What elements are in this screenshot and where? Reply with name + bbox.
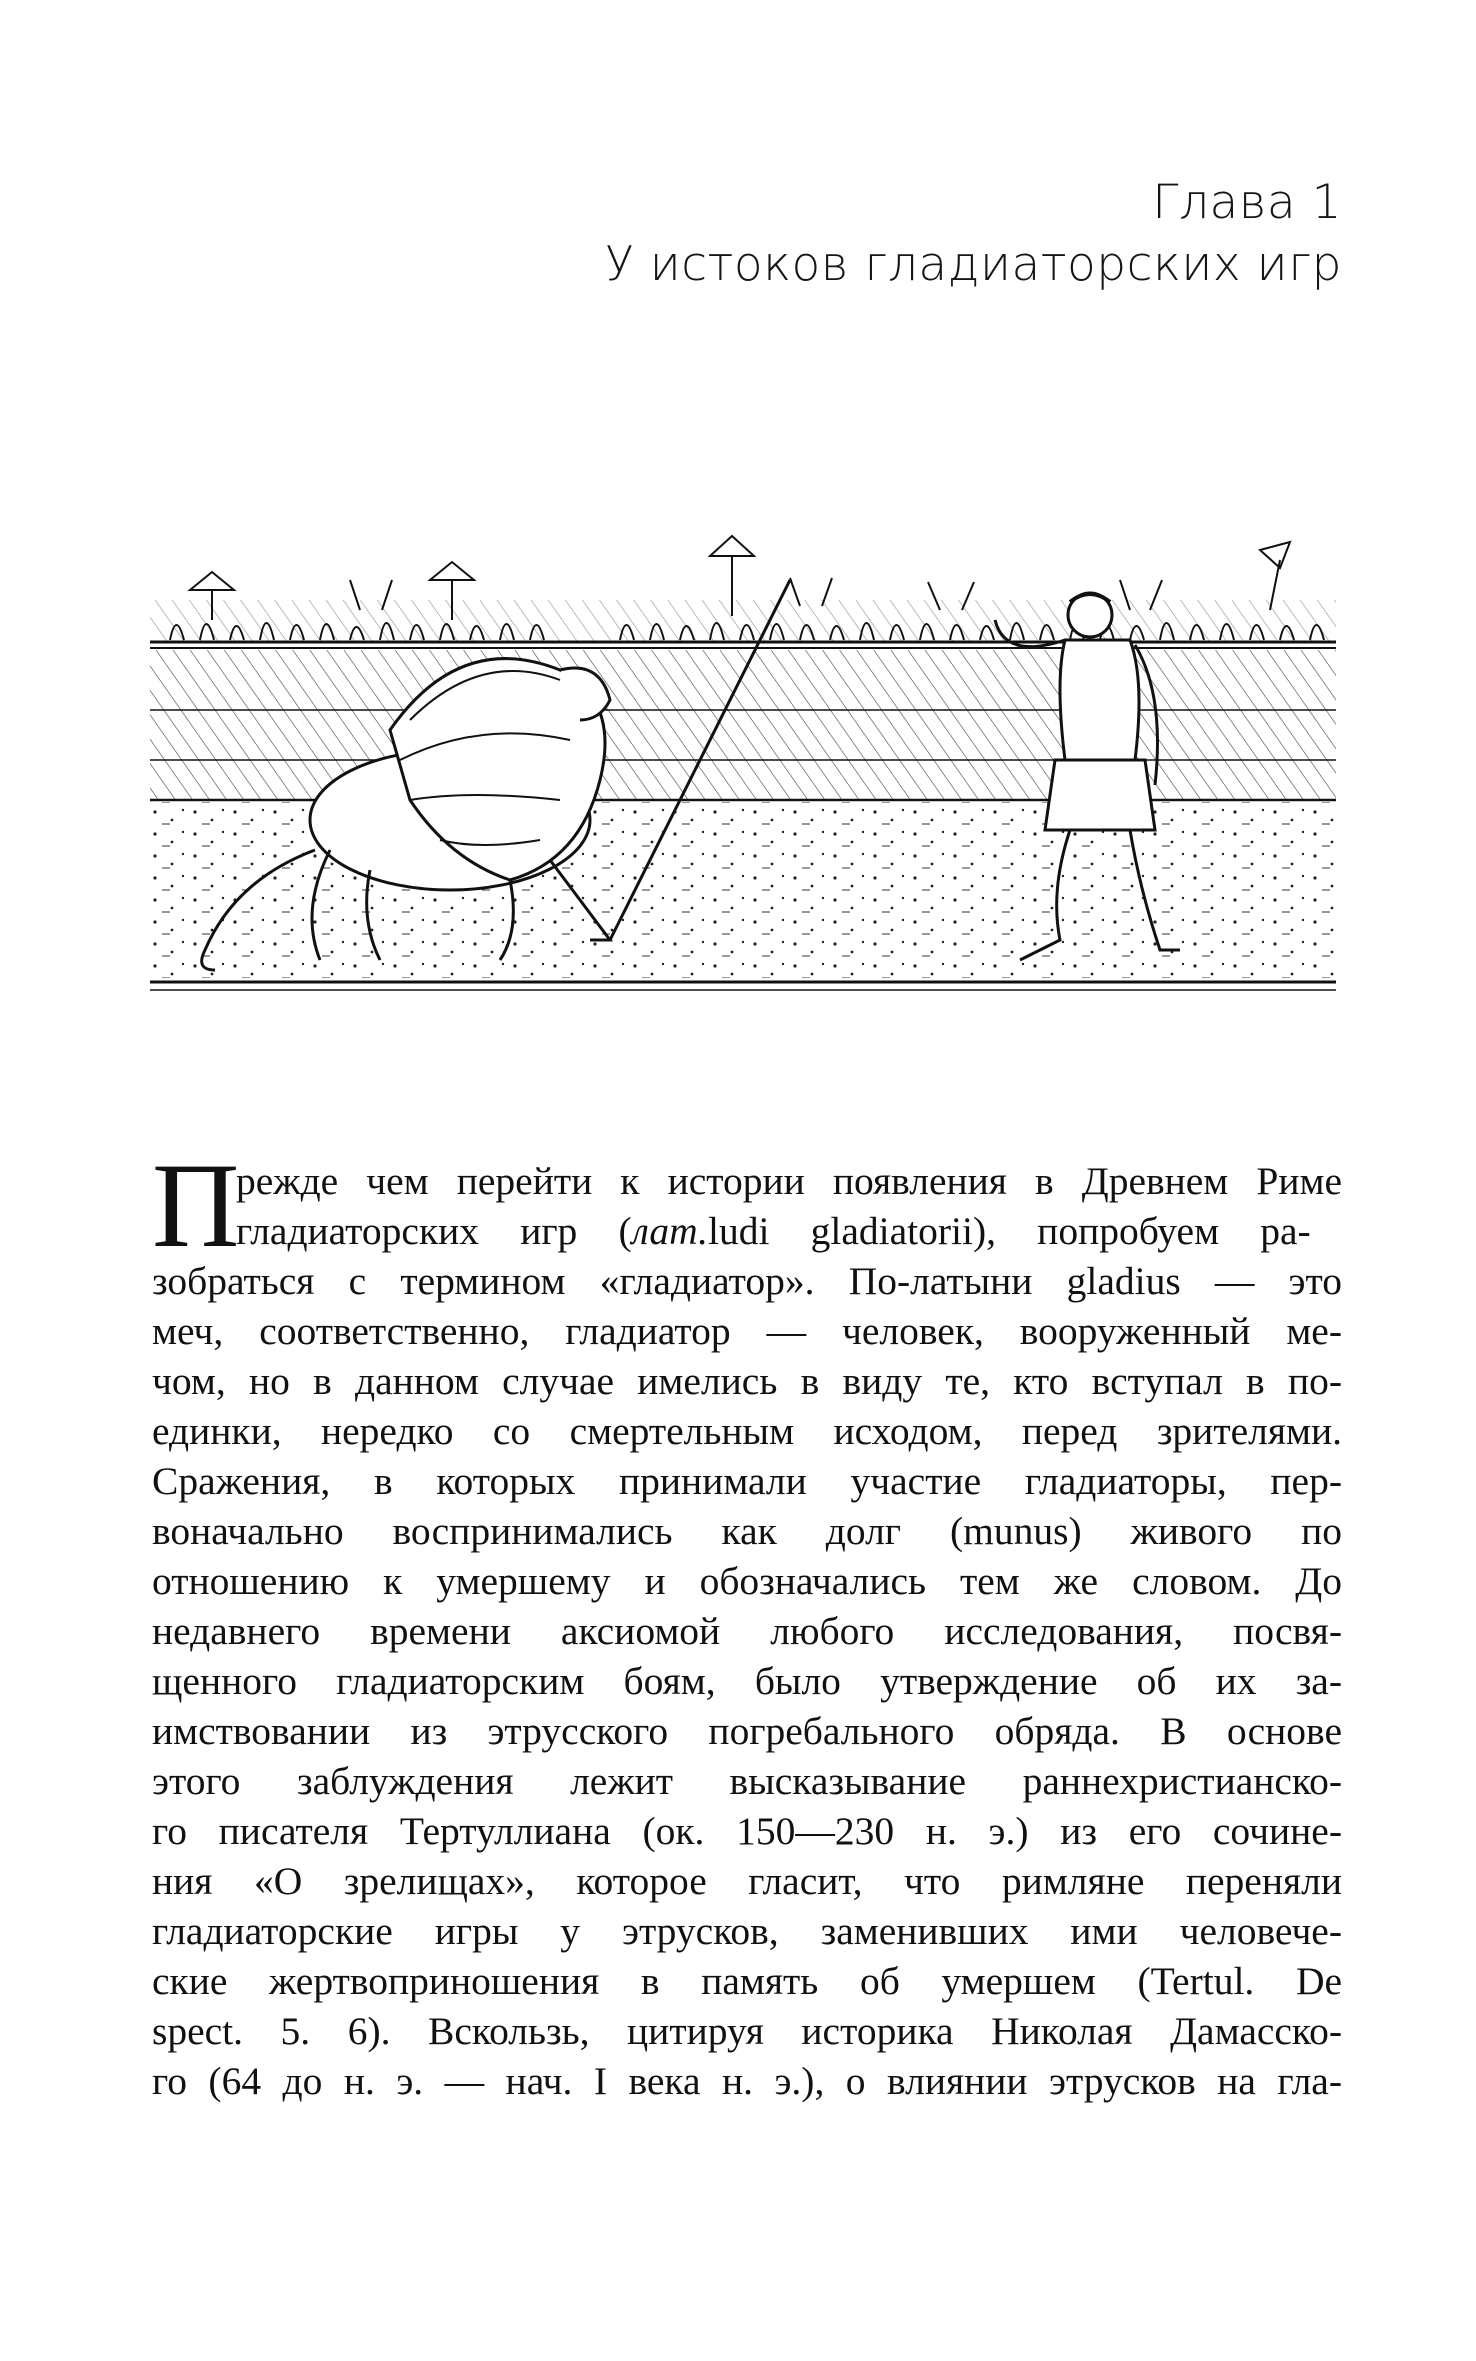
text-line [152,1956,1342,2006]
text-line [152,1306,1342,1356]
line-text: ские жертвоприношения в память об умершем (Tertul. De [152,1959,1342,2003]
line-text: го писателя Тертуллиана (ок. 150—230 н. э.) из его сочине- [152,1809,1342,1853]
line-text: меч, соответственно, гладиатор — человек, вооруженный ме- [152,1309,1342,1353]
line-text: воначально воспринимались как долг (munus) живого по [152,1509,1342,1553]
line-text: этого заблуждения лежит высказывание раннехристианско- [152,1759,1342,1803]
line-text: единки, нередко со смертельным исходом, перед зрителями. [152,1409,1342,1453]
text-line [152,1706,1342,1756]
line-text [236,1206,1311,1256]
chapter-title: У истоков гладиаторских игр [605,237,1342,292]
line-text: гладиаторские игры у этрусков, заменивших ими человече- [152,1909,1342,1953]
text-line-2 [152,1206,1342,1256]
line-text: зобраться с термином «гладиатор». По-латыни gladius — это [152,1259,1342,1303]
text-line [152,2006,1342,2056]
line-text: режде чем перейти к истории появления в Древнем Риме [236,1159,1342,1203]
line-text: ния «О зрелищах», которое гласит, что римляне переняли [152,1859,1342,1903]
drop-cap: П [152,1139,240,1273]
text-fragment: гладиаторских игр ( [236,1209,632,1253]
body-text [152,1139,1342,2106]
text-line [152,1256,1342,1306]
text-line [152,2056,1342,2106]
text-line [152,1356,1342,1406]
line-text: Сражения, в которых принимали участие гладиаторы, пер- [152,1459,1342,1503]
text-line [152,1856,1342,1906]
text-line-1 [152,1156,1342,1206]
lion-vs-gladiator-engraving-icon [150,520,1336,1000]
text-line [152,1506,1342,1556]
text-line [152,1456,1342,1506]
italic-term: лат. [631,1209,708,1253]
text-line [152,1556,1342,1606]
line-text: чом, но в данном случае имелись в виду те, кто вступал в по- [152,1359,1342,1403]
text-line [152,1656,1342,1706]
line-text: го (64 до н. э. — нач. I века н. э.), о влиянии этрусков на гла- [152,2059,1342,2103]
illustration-svg [150,520,1336,1000]
chapter-number: Глава 1 [1152,175,1342,230]
line-text: имствовании из этрусского погребального обряда. В основе [152,1709,1342,1753]
chapter-heading [605,172,1342,296]
text-line [152,1756,1342,1806]
text-line [152,1606,1342,1656]
line-text: spect. 5. 6). Вскользь, цитируя историка Николая Дамасско- [152,2009,1342,2053]
line-text: щенного гладиаторским боям, было утверждение об их за- [152,1659,1342,1703]
line-text: отношению к умершему и обозначались тем же словом. До [152,1559,1342,1603]
text-line [152,1406,1342,1456]
crowd [150,536,1336,648]
text-fragment: ludi gladiatorii), попробуем ра- [708,1209,1311,1253]
line-text: недавнего времени аксиомой любого исследования, посвя- [152,1609,1342,1653]
text-line [152,1806,1342,1856]
text-line [152,1906,1342,1956]
